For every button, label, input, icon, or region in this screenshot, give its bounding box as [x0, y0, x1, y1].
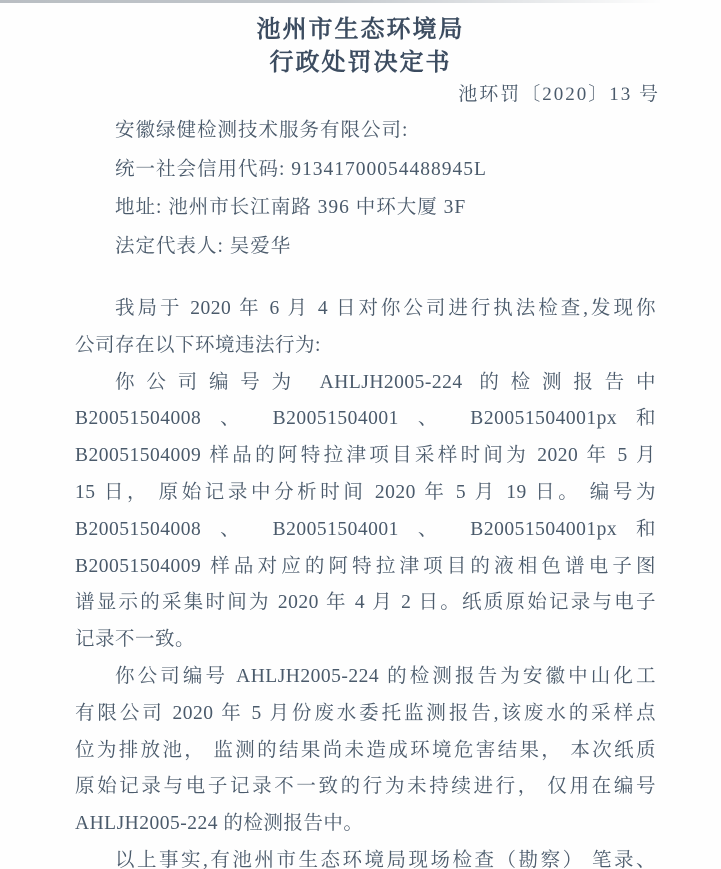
document-title-line2: 行政处罚决定书 [269, 50, 452, 76]
body-line: 15 日， 原始记录中分析时间 2020 年 5 月 19 日。 编号为 [75, 481, 656, 503]
body-line: B20051504009 样品对应的阿特拉津项目的液相色谱电子图 [75, 555, 656, 577]
recipient-credit-code: 统一社会信用代码: 91341700054488945L [115, 158, 487, 180]
body-line: 你公司编号为 AHLJH2005-224 的检测报告中 [115, 371, 656, 393]
body-line: 你公司编号 AHLJH2005-224 的检测报告为安徽中山化工 [115, 665, 656, 687]
scan-artifact-line [0, 0, 721, 3]
recipient-block [115, 112, 661, 266]
recipient-company: 安徽绿健检测技术服务有限公司: [115, 120, 409, 141]
body-line: B20051504008 、 B20051504001 、 B20051504001px 和 [75, 518, 656, 540]
body-line: B20051504008 、 B20051504001 、 B20051504001px 和 [75, 408, 656, 430]
recipient-address: 地址: 池州市长江南路 396 中环大厦 3F [115, 197, 467, 218]
body-lines [75, 291, 656, 869]
document-number: 池环罚〔2020〕13 号 [458, 84, 660, 105]
body-line: 以上事实,有池州市生态环境局现场检查（勘察） 笔录、 [115, 849, 656, 869]
body-line: 我局于 2020 年 6 月 4 日对你公司进行执法检查,发现你 [115, 298, 656, 319]
body-line: 公司存在以下环境违法行为: [75, 334, 321, 356]
body-line: 原始记录与电子记录不一致的行为未持续进行， 仅用在编号 [75, 776, 656, 798]
body-line: 位为排放池， 监测的结果尚未造成环境危害结果， 本次纸质 [75, 739, 656, 761]
body-line: 记录不一致。 [75, 629, 196, 651]
body-line: AHLJH2005-224 的检测报告中。 [75, 813, 364, 835]
body-line: B20051504009 样品的阿特拉津项目采样时间为 2020 年 5 月 [75, 445, 656, 467]
recipient-legal-representative: 法定代表人: 吴爱华 [115, 235, 292, 257]
document-title-line1: 池州市生态环境局 [256, 17, 465, 43]
body-line: 有限公司 2020 年 5 月份废水委托监测报告,该废水的采样点 [75, 702, 656, 724]
body-line: 谱显示的采集时间为 2020 年 4 月 2 日。纸质原始记录与电子 [75, 592, 656, 614]
